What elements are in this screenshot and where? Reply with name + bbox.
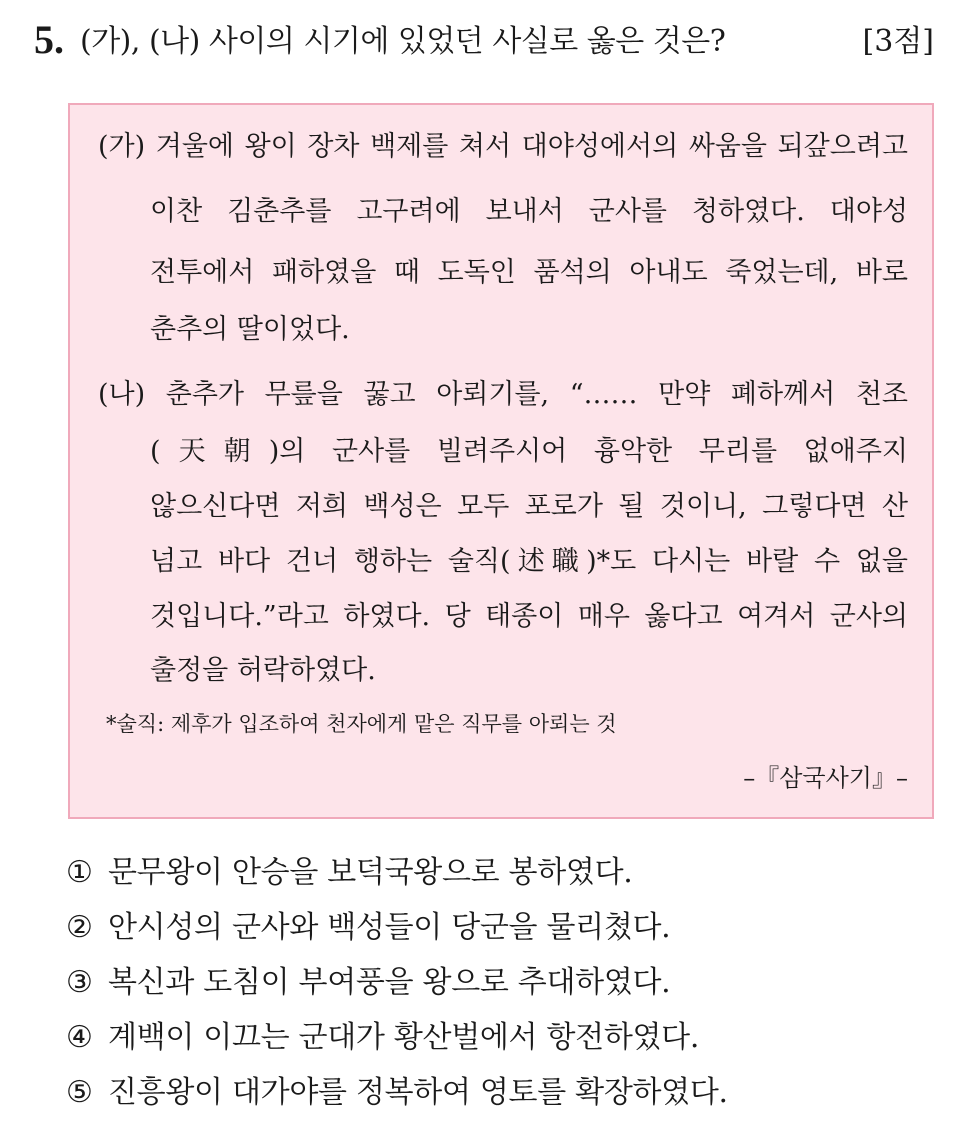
source-box [68,103,934,819]
option-mark: ② [66,910,93,945]
option-3[interactable] [66,960,670,1006]
option-2[interactable] [66,905,670,951]
option-4[interactable] [66,1015,699,1061]
paragraph-b-line: 것입니다.”라고 하였다. 당 태종이 매우 옳다고 여겨서 군사의 [150,601,908,632]
paragraph-b-line: 않으신다면 저희 백성은 모두 포로가 될 것이니, 그렇다면 산 [150,491,908,522]
option-mark: ④ [66,1020,93,1055]
paragraph-b-line: 출정을 허락하였다. [150,655,376,686]
option-text: 진흥왕이 대가야를 정복하여 영토를 확장하였다. [108,1075,728,1110]
paragraph-b-line: 넘고 바다 건너 행하는 술직(述職)*도 다시는 바랄 수 없을 [150,546,908,577]
paragraph-b-line: (天朝)의 군사를 빌려주시어 흉악한 무리를 없애주지 [150,436,908,467]
option-text: 안시성의 군사와 백성들이 당군을 물리쳤다. [108,910,671,945]
option-5[interactable] [66,1070,728,1116]
option-mark: ⑤ [66,1075,93,1110]
paragraph-a-line: (가) 겨울에 왕이 장차 백제를 쳐서 대야성에서의 싸움을 되갚으려고 [98,131,908,162]
paragraph-a-line: 전투에서 패하였을 때 도독인 품석의 아내도 죽었는데, 바로 [150,257,908,288]
option-text: 문무왕이 안승을 보덕국왕으로 봉하였다. [108,855,633,890]
paragraph-a-line: 이찬 김춘추를 고구려에 보내서 군사를 청하였다. 대야성 [150,196,908,227]
footnote: *술직: 제후가 입조하여 천자에게 맡은 직무를 아뢰는 것 [106,712,617,736]
question-text: (가), (나) 사이의 시기에 있었던 사실로 옳은 것은? [80,24,726,59]
paragraph-a-line: 춘추의 딸이었다. [150,314,350,345]
question-header [34,16,934,66]
option-1[interactable] [66,850,633,896]
citation: –『삼국사기』– [743,764,908,792]
question-points: [3점] [862,24,934,59]
question-number: 5. [34,17,64,62]
paragraph-b-line: (나) 춘추가 무릎을 꿇고 아뢰기를, “…… 만약 폐하께서 천조 [98,379,908,410]
option-text: 계백이 이끄는 군대가 황산벌에서 항전하였다. [108,1020,700,1055]
option-text: 복신과 도침이 부여풍을 왕으로 추대하였다. [108,965,671,1000]
option-mark: ① [66,855,93,890]
option-mark: ③ [66,965,93,1000]
